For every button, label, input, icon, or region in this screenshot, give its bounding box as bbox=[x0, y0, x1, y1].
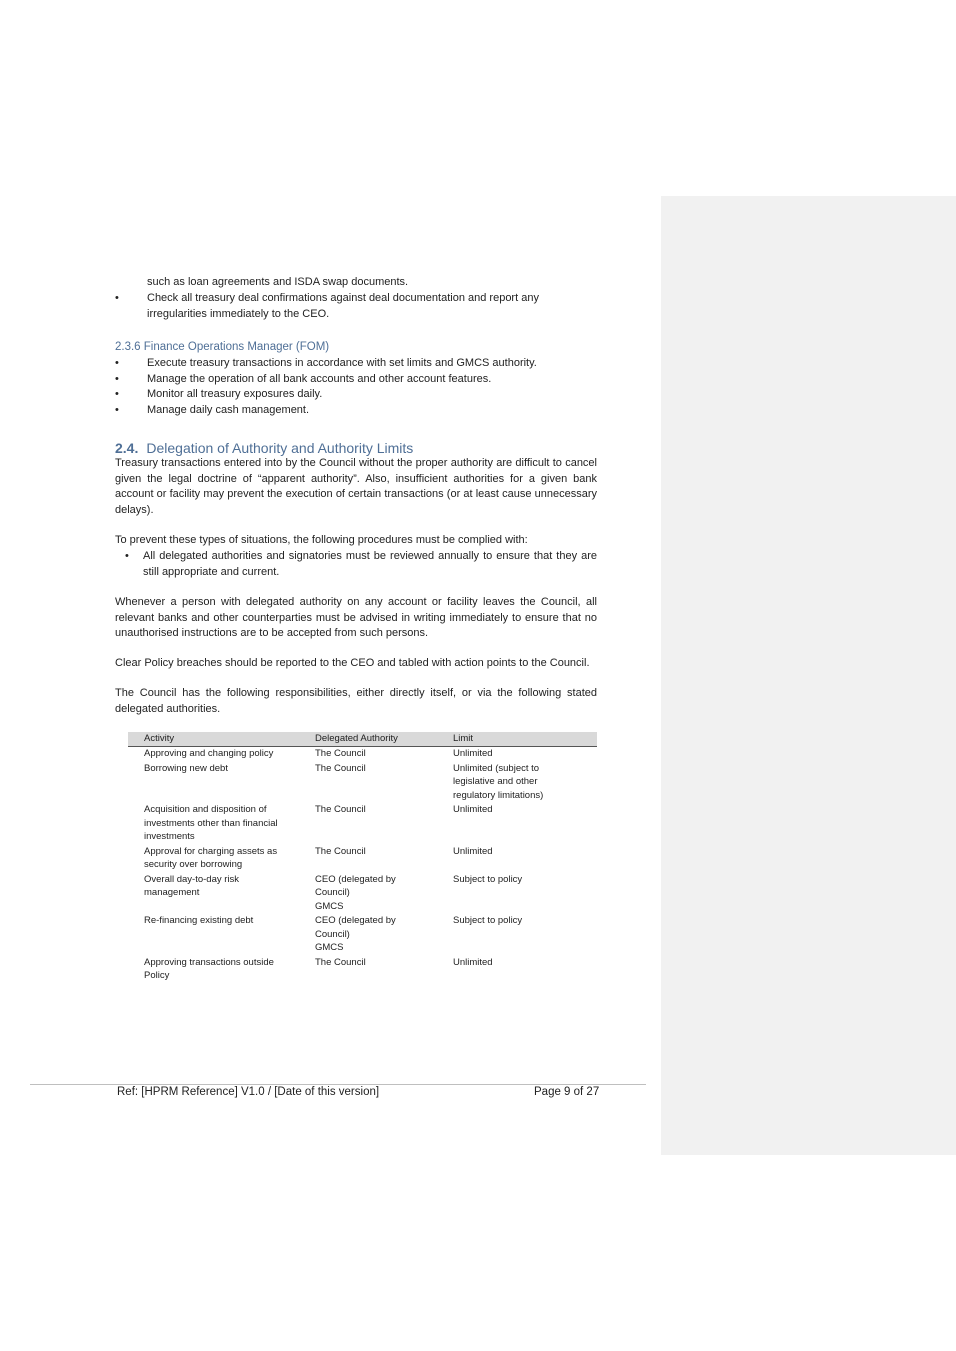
list-item bbox=[115, 387, 597, 403]
table-cell: The Council bbox=[315, 762, 366, 774]
table-cell: Unlimited (subject to legislative and other regulatory limitations) bbox=[453, 762, 544, 801]
paragraph: The Council has the following responsibilities, either directly itself, or via the following stated delegated authorities. bbox=[115, 687, 597, 715]
list-item-text: Monitor all treasury exposures daily. bbox=[147, 388, 323, 400]
table-cell: Unlimited bbox=[453, 748, 493, 759]
page-number: Page 9 of 27 bbox=[534, 1086, 600, 1098]
procedure-bullet-list bbox=[115, 549, 597, 580]
list-item bbox=[115, 356, 597, 372]
bullet-icon: • bbox=[115, 403, 119, 416]
table-cell: Borrowing new debt bbox=[144, 762, 228, 774]
comment-pane bbox=[661, 196, 956, 1155]
table-header-row bbox=[128, 732, 597, 747]
table-cell: Re-financing existing debt bbox=[144, 915, 254, 926]
table-cell: Subject to policy bbox=[453, 873, 523, 885]
authority-table bbox=[128, 732, 597, 984]
paragraph: Clear Policy breaches should be reported to the CEO and tabled with action points to the Council. bbox=[115, 657, 590, 669]
list-item-text: Manage the operation of all bank accounts and other account features. bbox=[147, 372, 492, 385]
table-cell: Subject to policy bbox=[453, 915, 523, 926]
procedure-list-container bbox=[115, 549, 597, 580]
list-item bbox=[115, 403, 597, 419]
paragraph: To prevent these types of situations, the following procedures must be complied with: bbox=[115, 534, 528, 546]
table-cell: CEO (delegated by Council) GMCS bbox=[315, 873, 396, 912]
bullet-icon: • bbox=[115, 372, 119, 385]
continued-text: such as loan agreements and ISDA swap documents. bbox=[147, 276, 409, 288]
table-cell: Unlimited bbox=[453, 804, 493, 815]
section-236-heading: 2.3.6 Finance Operations Manager (FOM) bbox=[115, 341, 330, 353]
table-row bbox=[128, 845, 597, 873]
paragraph: Whenever a person with delegated authority on any account or facility leaves the Council, all relevant banks and other counterparties must be advised in writing immediately to ensure that no unauthorised instructions are to be accepted from such persons. bbox=[115, 596, 597, 639]
table-cell: Acquisition and disposition of investments other than financial investments bbox=[144, 804, 278, 842]
section-24-heading bbox=[115, 439, 413, 457]
section-number: 2.4. bbox=[115, 440, 139, 456]
list-item-text: Check all treasury deal confirmations against deal documentation and report any irregularities immediately to the CEO. bbox=[147, 292, 539, 320]
table-cell: Unlimited bbox=[453, 956, 493, 968]
section-title: Delegation of Authority and Authority Limits bbox=[146, 440, 414, 456]
bullet-icon: • bbox=[115, 292, 119, 304]
table-cell: Approving transactions outside Policy bbox=[144, 956, 274, 981]
table-row bbox=[128, 873, 597, 915]
table-row bbox=[128, 914, 597, 956]
list-item-text: All delegated authorities and signatories must be reviewed annually to ensure that they are still appropriate and current. bbox=[143, 550, 597, 578]
table-row bbox=[128, 956, 597, 984]
table-cell: The Council bbox=[315, 956, 366, 968]
list-item bbox=[115, 291, 597, 322]
bullet-icon: • bbox=[115, 357, 119, 369]
fom-bullet-list bbox=[115, 356, 597, 418]
list-item-text: Execute treasury transactions in accordance with set limits and GMCS authority. bbox=[147, 357, 537, 369]
table-cell: The Council bbox=[315, 748, 366, 759]
table-cell: The Council bbox=[315, 804, 366, 815]
table-row bbox=[128, 747, 597, 762]
table-cell: Approving and changing policy bbox=[144, 748, 274, 759]
table-row bbox=[128, 762, 597, 804]
column-header: Limit bbox=[447, 732, 597, 747]
table-cell: The Council bbox=[315, 845, 366, 857]
footer-reference: Ref: [HPRM Reference] V1.0 / [Date of this version] bbox=[117, 1086, 380, 1098]
table-cell: Approval for charging assets as security over borrowing bbox=[144, 845, 278, 870]
table-cell: Overall day-to-day risk management bbox=[144, 873, 240, 898]
list-item-text: Manage daily cash management. bbox=[147, 403, 310, 416]
table-cell: Unlimited bbox=[453, 845, 493, 857]
table-row bbox=[128, 803, 597, 845]
bullet-icon: • bbox=[125, 550, 129, 562]
paragraph: Treasury transactions entered into by the Council without the proper authority are difficult to cancel given the legal doctrine of “apparent authority”. Also, insufficient authorities for a given bank account or facility may prevent the execution of certain transactions (or at least cause unnecessary delays). bbox=[115, 457, 597, 516]
continuation-bullet-list bbox=[115, 291, 597, 322]
table-cell: CEO (delegated by Council) GMCS bbox=[315, 915, 396, 953]
bullet-icon: • bbox=[115, 388, 119, 400]
column-header: Activity bbox=[128, 732, 311, 747]
list-item bbox=[115, 549, 597, 580]
list-item bbox=[115, 372, 597, 388]
column-header: Delegated Authority bbox=[311, 732, 447, 747]
